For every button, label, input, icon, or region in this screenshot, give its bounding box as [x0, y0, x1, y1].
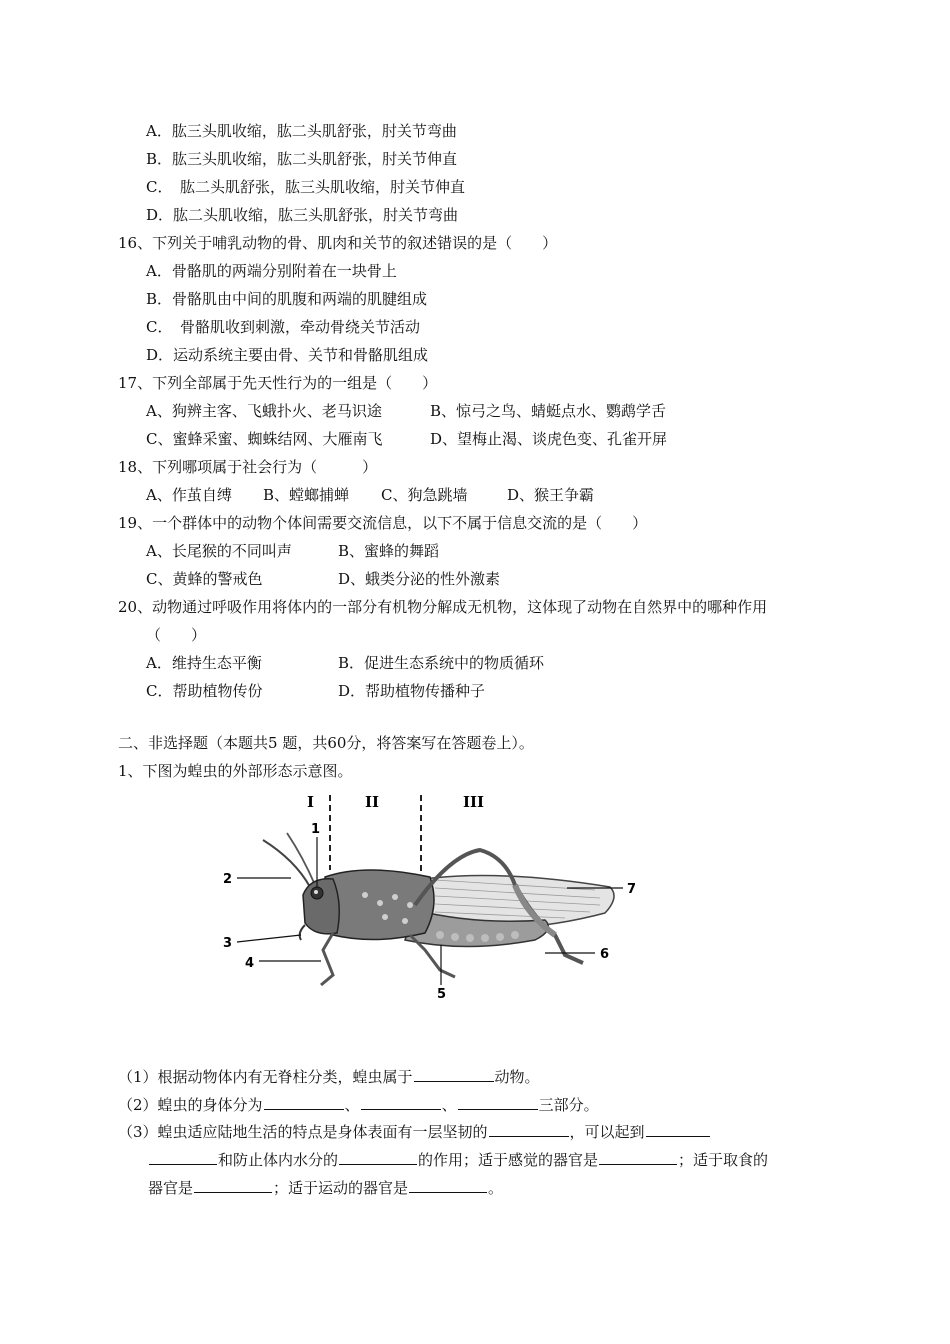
sub2-blank-2[interactable] [361, 1094, 441, 1110]
mouthparts [300, 925, 305, 940]
region-label-i: I [307, 793, 315, 811]
q15-option-b: B．肱三头肌收缩，肱二头肌舒张，肘关节伸直 [146, 150, 458, 168]
q16-stem: 16、下列关于哺乳动物的骨、肌肉和关节的叙述错误的是（ ） [118, 234, 558, 252]
sub3-pre: （3）蝗虫适应陆地生活的特点是身体表面有一层坚韧的 [118, 1123, 488, 1141]
grasshopper-diagram [215, 785, 645, 1000]
sub3-blank-2b[interactable] [149, 1149, 217, 1165]
q20-option-c: C．帮助植物传份 [146, 682, 263, 700]
sub3-line-3 [148, 1177, 503, 1197]
q20-stem: 20、动物通过呼吸作用将体内的一部分有机物分解成无机物，这体现了动物在自然界中的哪种作用 [118, 598, 768, 616]
q15-option-c: C． 肱二头肌舒张，肱三头肌收缩，肘关节伸直 [146, 178, 465, 196]
part-label-4: 4 [245, 956, 255, 971]
part-label-5: 5 [437, 987, 447, 1000]
sub1-pre: （1）根据动物体内有无脊柱分类，蝗虫属于 [118, 1068, 413, 1086]
section2-heading: 二、非选择题（本题共5 题，共60分，将答案写在答题卷上）。 [118, 734, 534, 752]
sub1-line [118, 1066, 540, 1086]
q19-option-b: B、蜜蜂的舞蹈 [338, 542, 440, 560]
sub1-post: 动物。 [494, 1068, 540, 1086]
q20-paren: （ ） [146, 626, 207, 644]
sub3-l3a: 器官是 [148, 1179, 194, 1197]
head [303, 879, 339, 934]
sub3-blank-3[interactable] [339, 1149, 417, 1165]
q16-option-d: D．运动系统主要由骨、关节和骨骼肌组成 [146, 346, 429, 364]
sub2-sep2: 、 [441, 1096, 457, 1114]
q19-option-a: A、长尾猴的不同叫声 [146, 542, 292, 560]
sub3-line-1 [118, 1121, 711, 1141]
sub3-mid3: 的作用；适于感觉的器官是 [418, 1151, 599, 1169]
sub3-mid1: ，可以起到 [569, 1123, 645, 1141]
q18-option-b: B、螳螂捕蝉 [263, 486, 350, 504]
sub2-line [118, 1094, 599, 1114]
q20-option-d: D．帮助植物传播种子 [338, 682, 486, 700]
sub3-mid2: 和防止体内水分的 [218, 1151, 339, 1169]
region-label-iii: III [463, 793, 485, 811]
antenna-back [263, 840, 310, 887]
section2-q1-stem: 1、下图为蝗虫的外部形态示意图。 [118, 762, 353, 780]
q20-option-b: B．促进生态系统中的物质循环 [338, 654, 545, 672]
q17-option-d: D、望梅止渴、谈虎色变、孔雀开屏 [430, 430, 668, 448]
sub3-blank-2a[interactable] [646, 1121, 710, 1137]
q16-option-c: C． 骨骼肌收到刺激，牵动骨绕关节活动 [146, 318, 420, 336]
q18-option-a: A、作茧自缚 [146, 486, 232, 504]
front-leg [321, 933, 333, 985]
sub3-end: 。 [488, 1179, 504, 1197]
q17-stem: 17、下列全部属于先天性行为的一组是（ ） [118, 374, 438, 392]
q15-option-d: D．肱二头肌收缩，肱三头肌舒张，肘关节弯曲 [146, 206, 459, 224]
q17-option-a: A、狗辨主客、飞蛾扑火、老马识途 [146, 402, 382, 420]
part-label-2: 2 [223, 872, 233, 887]
sub2-blank-3[interactable] [458, 1094, 538, 1110]
part-label-1: 1 [311, 822, 321, 837]
sub3-mid4: ；适于取食的 [678, 1151, 769, 1169]
sub3-mid5: ；适于运动的器官是 [273, 1179, 409, 1197]
q19-stem: 19、一个群体中的动物个体间需要交流信息，以下不属于信息交流的是（ ） [118, 514, 648, 532]
q16-option-a: A．骨骼肌的两端分别附着在一块骨上 [146, 262, 397, 280]
sub3-blank-1[interactable] [489, 1121, 569, 1137]
sub2-sep1: 、 [344, 1096, 360, 1114]
sub1-blank[interactable] [414, 1066, 494, 1082]
sub2-pre: （2）蝗虫的身体分为 [118, 1096, 263, 1114]
q17-option-b: B、惊弓之鸟、蜻蜓点水、鹦鹉学舌 [430, 402, 667, 420]
sub3-blank-5[interactable] [194, 1177, 272, 1193]
q20-option-a: A．维持生态平衡 [146, 654, 262, 672]
q19-option-c: C、黄蜂的警戒色 [146, 570, 263, 588]
part-label-7: 7 [627, 882, 637, 897]
q15-option-a: A．肱三头肌收缩，肱二头肌舒张，肘关节弯曲 [146, 122, 457, 140]
sub3-line-2 [148, 1149, 768, 1169]
sub2-post: 三部分。 [538, 1096, 599, 1114]
part-label-3: 3 [223, 936, 233, 951]
region-label-ii: II [365, 793, 380, 811]
sub3-blank-6[interactable] [409, 1177, 487, 1193]
q17-option-c: C、蜜蜂采蜜、蜘蛛结网、大雁南飞 [146, 430, 383, 448]
sub2-blank-1[interactable] [264, 1094, 344, 1110]
q18-stem: 18、下列哪项属于社会行为（ ） [118, 458, 378, 476]
q18-option-c: C、狗急跳墙 [381, 486, 468, 504]
q19-option-d: D、蛾类分泌的性外激素 [338, 570, 501, 588]
q18-option-d: D、猴王争霸 [507, 486, 595, 504]
antenna-front [287, 833, 315, 885]
part-label-6: 6 [600, 947, 610, 962]
sub3-blank-4[interactable] [599, 1149, 677, 1165]
q16-option-b: B．骨骼肌由中间的肌腹和两端的肌腱组成 [146, 290, 428, 308]
